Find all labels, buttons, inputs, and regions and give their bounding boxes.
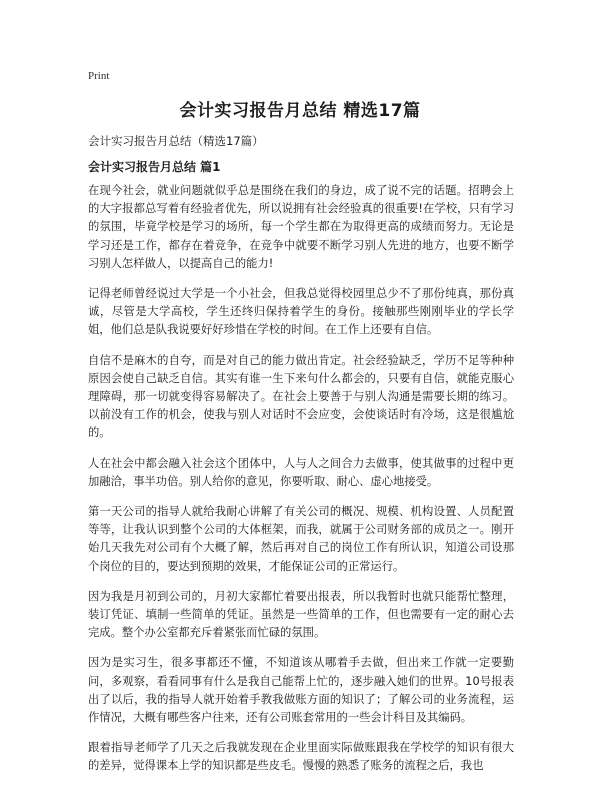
paragraph-6: 因为我是月初到公司的，月初大家都忙着要出报表，所以我暂时也就只能帮忙整理，装订凭证、填制一些简单的凭证。虽然是一些简单的工作，但也需要有一定的耐心去完成。整个办公室都充斥着紧张而忙碌的氛围。 [88, 589, 514, 640]
paragraph-3: 自信不是麻木的自夸，而是对自己的能力做出肯定。社会经验缺乏，学历不足等种种原因会使自己缺乏自信。其实有谁一生下来句什么都会的，只要有自信，就能克服心理障碍，那一切就变得容易解决了。在社会上要善于与别人沟通是需要长期的练习。以前没有工作的机会，使我与别人对话时不会应变，会使谈话时有冷场，这是很尴尬的。 [88, 353, 514, 440]
paragraph-8: 跟着指导老师学了几天之后我就发现在企业里面实际做账跟我在学校学的知识有很大的差异，觉得课本上学的知识都是些皮毛。慢慢的熟悉了账务的流程之后，我也 [88, 741, 514, 773]
paragraph-4: 人在社会中都会融入社会这个团体中，人与人之间合力去做事，使其做事的过程中更加融洽，事半功倍。别人给你的意见，你要听取、耐心、虚心地接受。 [88, 456, 514, 488]
paragraph-7: 因为是实习生，很多事都还不懂，不知道该从哪着手去做，但出来工作就一定要勤问，多观察，看看同事有什么是我自己能帮上忙的，逐步融入她们的世界。10号报表出了以后，我的指导人就开始着手教我做账方面的知识了；了解公司的业务流程，运作情况，大概有哪些客户往来，还有公司账套常用的一些会计科目及其编码。 [88, 656, 514, 725]
document-subtitle: 会计实习报告月总结（精选17篇） [88, 134, 264, 148]
paragraph-2: 记得老师曾经说过大学是一个小社会，但我总觉得校园里总少不了那份纯真，那份真诚，尽管是大学高校，学生还终归保持着学生的身份。接触那些刚刚毕业的学长学姐，他们总是队我说要好好珍惜在学校的时间。在工作上还要有自信。 [88, 287, 514, 337]
document-title: 会计实习报告月总结 精选17篇 [179, 101, 421, 121]
print-label: Print [88, 70, 110, 82]
section-heading: 会计实习报告月总结 篇1 [88, 160, 221, 174]
paragraph-1: 在现今社会，就业问题就似乎总是围绕在我们的身边，成了说不完的话题。招聘会上的大字报都总写着有经验者优先，所以说拥有社会经验真的很重要!在学校，只有学习的氛围，毕竟学校是学习的场所，每一个学生都在为取得更高的成绩而努力。无论是学习还是工作，都存在着竞争，在竞争中就要不断学习别人先进的地方，也要不断学习别人怎样做人，以提高自己的能力! [88, 184, 514, 270]
paragraph-5: 第一天公司的指导人就给我耐心讲解了有关公司的概况、规模、机构设置、人员配置等等，让我认识到整个公司的大体框架，而我，就属于公司财务部的成员之一。刚开始几天我先对公司有个大概了解，然后再对自己的岗位工作有所认识，知道公司设那个岗位的目的，要达到预期的效果，才能保证公司的正常运行。 [88, 505, 514, 573]
document-body [88, 182, 514, 788]
